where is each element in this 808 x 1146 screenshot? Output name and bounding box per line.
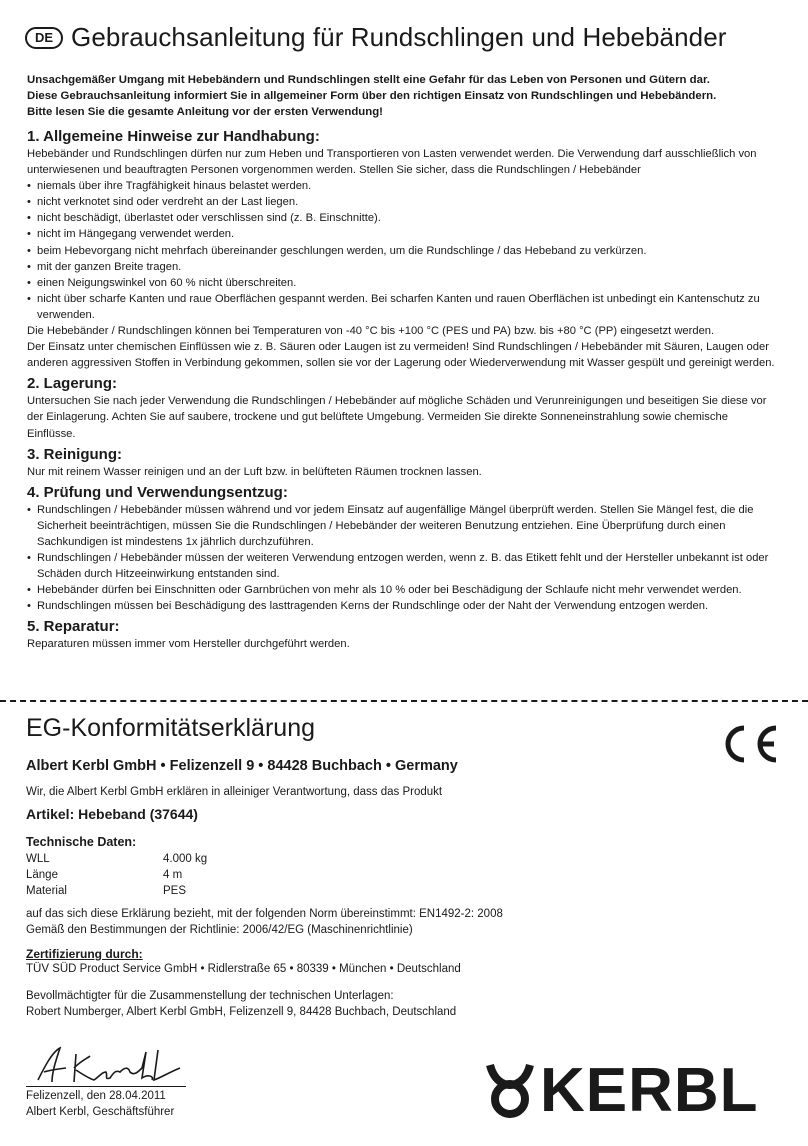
tech-data-heading: Technische Daten: <box>26 835 137 849</box>
page-title: Gebrauchsanleitung für Rundschlingen und Hebebänder <box>71 22 727 52</box>
section-1-chemicals: Der Einsatz unter chemischen Einflüssen wie z. B. Säuren oder Laugen ist zu vermeiden! Sind Rundschlingen / Hebebänder mit Säuren, Laugen oder anderen aggressiven Stoffen in Verbindung gekommen, sollen sie vor der Lagerung oder Wiederverwendung mit Wasser gespült und gereinigt werden. <box>27 341 775 370</box>
place-date: Felizenzell, den 28.04.2011 <box>26 1090 166 1102</box>
kerbl-wordmark: KERBL <box>540 1056 759 1125</box>
table-row <box>26 883 207 899</box>
language-badge: DE <box>25 27 63 49</box>
tech-value: 4 m <box>163 869 183 881</box>
certification-text: TÜV SÜD Product Service GmbH • Ridlerstraße 65 • 80339 • München • Deutschland <box>26 963 461 975</box>
list-item: • niemals über ihre Tragfähigkeit hinaus belastet werden. <box>27 178 779 194</box>
kerbl-emblem-icon <box>484 1061 536 1121</box>
manual-title-block <box>25 22 727 53</box>
list-item: • Hebebänder dürfen bei Einschnitten oder Garnbrüchen von mehr als 10 % oder bei Beschädigung der Schlaufe nicht mehr verwendet werden. <box>27 582 779 598</box>
conformity-title: EG-Konformitätserklärung <box>26 714 316 742</box>
section-1-heading: 1. Allgemeine Hinweise zur Handhabung: <box>27 128 320 145</box>
section-4-heading: 4. Prüfung und Verwendungsentzug: <box>27 483 288 501</box>
list-item: • Rundschlingen müssen bei Beschädigung des lasttragenden Kerns der Rundschlinge oder der Naht der Verwendung entzogen werden. <box>27 598 779 614</box>
section-2-heading: 2. Lagerung: <box>27 375 118 393</box>
ce-mark-icon <box>718 722 780 766</box>
declaration-text: Wir, die Albert Kerbl GmbH erklären in alleiniger Verantwortung, dass das Produkt <box>26 786 443 798</box>
list-item: • einen Neigungswinkel von 60 % nicht überschreiten. <box>27 275 779 291</box>
section-1-text: Hebebänder und Rundschlingen dürfen nur zum Heben und Transportieren von Lasten verwendet werden. Die Verwendung darf ausschließlich von unterwiesenen und beauftragten Personen vorgenommen werden. Stellen Sie sicher, dass die Rundschlingen / Hebebänder <box>27 148 757 177</box>
list-item: • Rundschlingen / Hebebänder müssen der weiteren Verwendung entzogen werden, wenn z. B. das Etikett fehlt und der Hersteller unbekannt ist oder Schäden durch Hitzeeinwirkung entstanden sind. <box>27 550 779 582</box>
tech-label: WLL <box>26 853 50 865</box>
list-item: • nicht im Hängegang verwendet werden. <box>27 226 779 242</box>
authorized-representative <box>26 988 456 1020</box>
table-row <box>26 851 207 867</box>
section-1-temperature: Die Hebebänder / Rundschlingen können bei Temperaturen von -40 °C bis +100 °C (PES und PA) bzw. bis +80 °C (PP) eingesetzt werden. <box>27 325 715 338</box>
tech-value: 4.000 kg <box>163 853 208 865</box>
section-5-heading: 5. Reparatur: <box>27 618 120 636</box>
section-3-text: Nur mit reinem Wasser reinigen und an der Luft bzw. in belüfteten Räumen trocknen lassen. <box>27 465 482 478</box>
intro-paragraph <box>27 72 779 120</box>
list-item: • mit der ganzen Breite tragen. <box>27 259 779 275</box>
section-3-heading: 3. Reinigung: <box>27 445 122 463</box>
signatory-name: Albert Kerbl, Geschäftsführer <box>26 1106 175 1118</box>
section-5-text: Reparaturen müssen immer vom Hersteller durchgeführt werden. <box>27 638 350 651</box>
section-4-bullets <box>27 502 779 615</box>
table-row <box>26 867 207 883</box>
directive-line: Gemäß den Bestimmungen der Richtlinie: 2006/42/EG (Maschinenrichtlinie) <box>26 924 413 936</box>
list-item: • nicht über scharfe Kanten und raue Oberflächen gespannt werden. Bei scharfen Kanten und rauen Oberflächen ist unbedingt ein Kantenschutz zu verwenden. <box>27 291 779 323</box>
kerbl-logo <box>484 1056 759 1125</box>
intro-line: Unsachgemäßer Umgang mit Hebebändern und Rundschlingen stellt eine Gefahr für das Leben von Personen und Gütern dar. <box>27 74 710 86</box>
list-item: • beim Hebevorgang nicht mehrfach übereinander geschlungen werden, um die Rundschlinge / das Hebeband zu verkürzen. <box>27 243 779 259</box>
tech-label: Länge <box>26 869 58 881</box>
norm-statement <box>26 906 503 938</box>
signature-line <box>26 1086 186 1087</box>
tech-label: Material <box>26 885 67 897</box>
list-item: • nicht verknotet sind oder verdreht an der Last liegen. <box>27 194 779 210</box>
tech-data-table <box>26 851 207 899</box>
list-item: • Rundschlingen / Hebebänder müssen während und vor jedem Einsatz auf augenfällige Mängel überprüft werden. Stellen Sie Mängel fest, die die Sicherheit beeinträchtigen, müssen Sie die Rundschlingen / Hebebänder der weiteren Benutzung entziehen. Eine Überprüfung durch einen Sachkundigen ist mindestens 1x jährlich durchzuführen. <box>27 502 779 550</box>
certification-heading: Zertifizierung durch: <box>26 947 143 961</box>
tech-value: PES <box>163 885 187 897</box>
manual-body <box>27 72 779 652</box>
intro-line: Bitte lesen Sie die gesamte Anleitung vor der ersten Verwendung! <box>27 106 383 118</box>
dashed-divider <box>0 700 808 702</box>
norm-line: auf das sich diese Erklärung bezieht, mit der folgenden Norm übereinstimmt: EN1492-2: 2008 <box>26 908 503 920</box>
intro-line: Diese Gebrauchsanleitung informiert Sie in allgemeiner Form über den richtigen Einsatz von Rundschlingen und Hebebändern. <box>27 90 717 102</box>
company-address: Albert Kerbl GmbH • Felizenzell 9 • 84428 Buchbach • Germany <box>26 758 458 774</box>
signature-graphic <box>30 1042 190 1088</box>
section-1-bullets <box>27 178 779 323</box>
article-label: Artikel: Hebeband (37644) <box>26 806 198 822</box>
list-item: • nicht beschädigt, überlastet oder verschlissen sind (z. B. Einschnitte). <box>27 210 779 226</box>
authorized-label: Bevollmächtigter für die Zusammenstellung der technischen Unterlagen: <box>26 990 394 1002</box>
authorized-address: Robert Numberger, Albert Kerbl GmbH, Felizenzell 9, 84428 Buchbach, Deutschland <box>26 1006 457 1018</box>
section-2-text: Untersuchen Sie nach jeder Verwendung die Rundschlingen / Hebebänder auf mögliche Schäden und Verunreinigungen und beseitigen Sie diese vor der Einlagerung. Achten Sie auf saubere, trockene und gut belüftete Umgebung. Vermeiden Sie direkte Sonneneinstrahlung sowie chemische Einflüsse. <box>27 395 767 440</box>
